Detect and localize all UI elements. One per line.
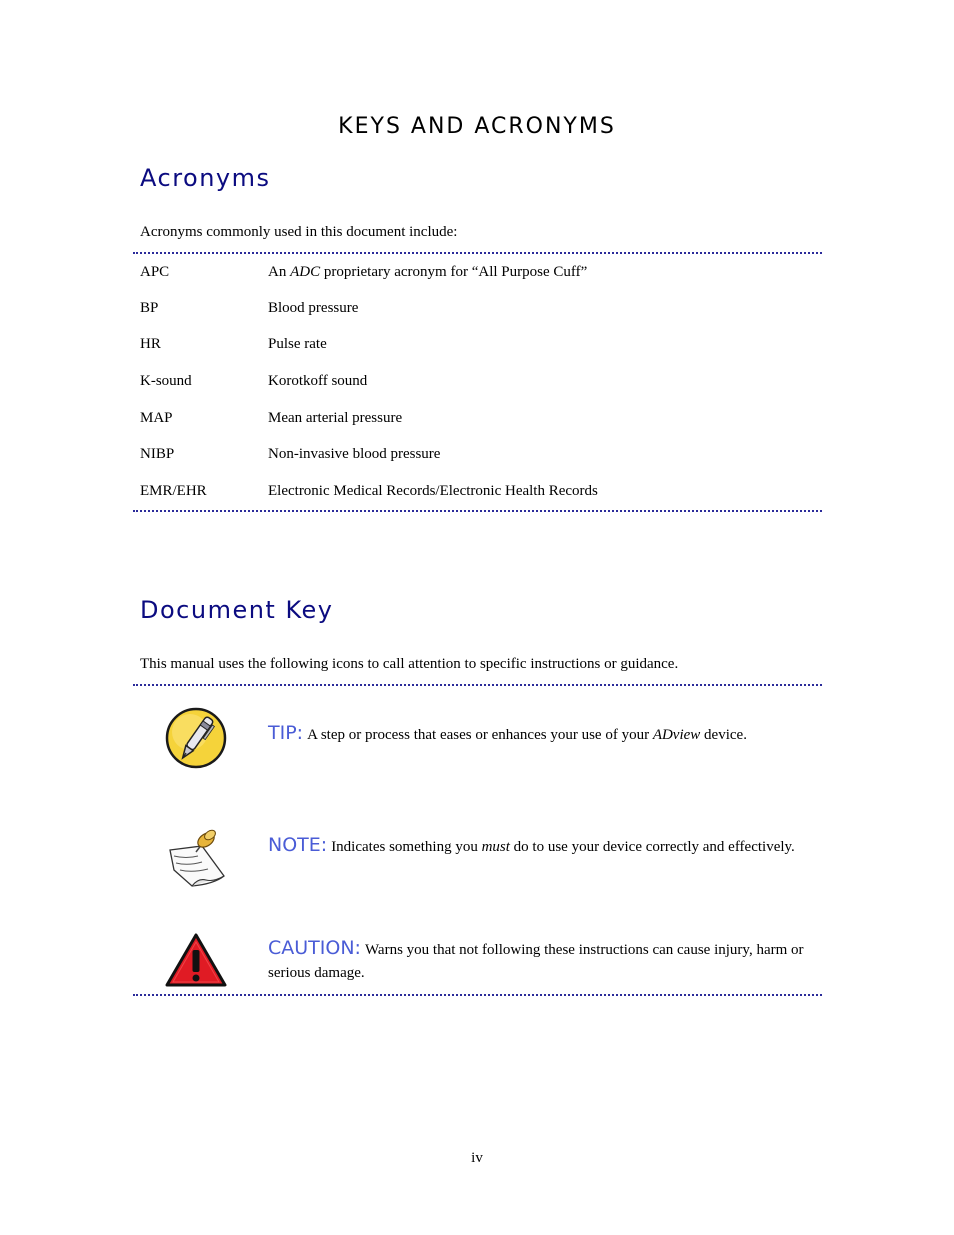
tip-label: TIP:: [268, 722, 304, 744]
document-key-heading: Document Key: [140, 596, 334, 624]
note-text: NOTE: Indicates something you must do to use your device correctly and effectively.: [268, 834, 795, 856]
divider: [133, 510, 822, 512]
acronym-term: BP: [140, 300, 159, 316]
acronym-definition: An ADC proprietary acronym for “All Purpose Cuff”: [268, 264, 588, 280]
page-number: iv: [471, 1150, 483, 1166]
acronym-row: [140, 336, 820, 356]
acronym-row: [140, 300, 820, 320]
caution-text: CAUTION: Warns you that not following these instructions can cause injury, harm or serious damage.: [268, 937, 804, 981]
caution-label: CAUTION:: [268, 937, 361, 959]
divider: [133, 252, 822, 254]
acronym-definition: Pulse rate: [268, 336, 327, 352]
document-key-intro: This manual uses the following icons to call attention to specific instructions or guidance.: [140, 656, 679, 672]
acronym-term: HR: [140, 336, 161, 352]
acronym-definition: Mean arterial pressure: [268, 410, 403, 426]
pen-icon: [162, 706, 230, 770]
acronym-definition: Korotkoff sound: [268, 373, 368, 389]
divider: [133, 684, 822, 686]
acronym-term: K-sound: [140, 373, 192, 389]
page-title: KEYS AND ACRONYMS: [338, 114, 616, 139]
acronym-row: [140, 483, 820, 503]
acronym-row: [140, 446, 820, 466]
caution-triangle-icon: [162, 930, 230, 994]
acronyms-heading: Acronyms: [140, 164, 271, 192]
acronym-definition: Blood pressure: [268, 300, 359, 316]
acronym-row: [140, 410, 820, 430]
note-pin-icon: [162, 826, 230, 890]
divider: [133, 994, 822, 996]
acronym-definition: Electronic Medical Records/Electronic Health Records: [268, 483, 598, 499]
note-label: NOTE:: [268, 834, 328, 856]
acronym-term: MAP: [140, 410, 173, 426]
acronym-term: EMR/EHR: [140, 483, 207, 499]
acronym-term: NIBP: [140, 446, 175, 462]
acronym-row: [140, 373, 820, 393]
acronym-row: [140, 264, 820, 284]
acronyms-intro: Acronyms commonly used in this document include:: [140, 224, 458, 240]
acronym-definition: Non-invasive blood pressure: [268, 446, 441, 462]
tip-text: TIP: A step or process that eases or enhances your use of your ADview device.: [268, 722, 747, 744]
acronym-term: APC: [140, 264, 170, 280]
